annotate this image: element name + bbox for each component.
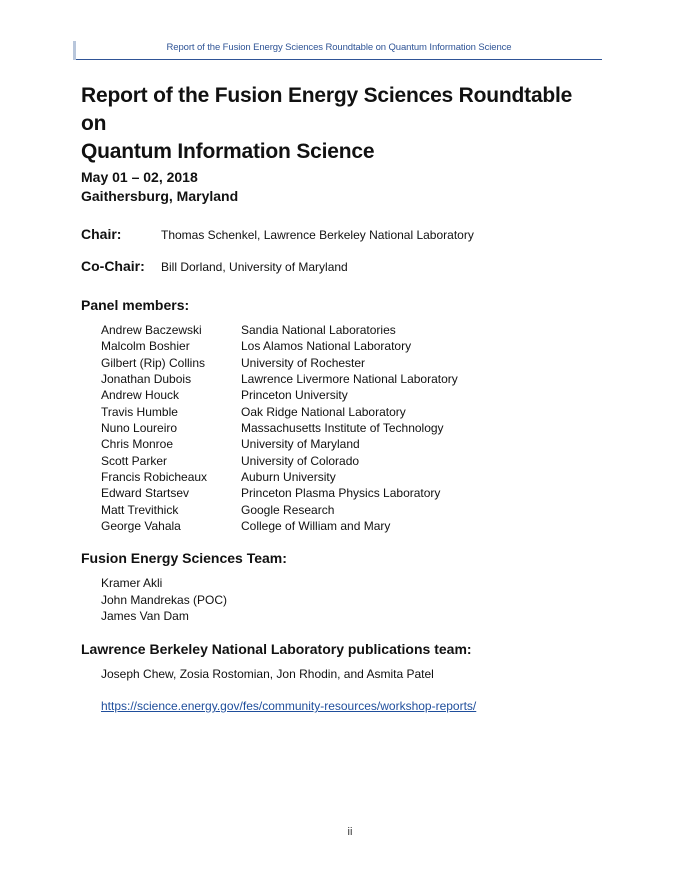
panel-member-row xyxy=(101,355,601,371)
panel-member-row xyxy=(101,322,601,338)
workshop-reports-link[interactable]: https://science.energy.gov/fes/community-resources/workshop-reports/ xyxy=(101,699,477,713)
lbnl-team-members: Joseph Chew, Zosia Rostomian, Jon Rhodin, and Asmita Patel xyxy=(101,667,434,681)
panel-member-row xyxy=(101,518,601,534)
panel-member-affiliation: Sandia National Laboratories xyxy=(241,323,396,337)
panel-member-row xyxy=(101,453,601,469)
panel-member-affiliation: University of Colorado xyxy=(241,453,360,468)
chair-label: Chair: xyxy=(81,226,122,242)
panel-member-name: Scott Parker xyxy=(101,453,168,468)
panel-member-name: Matt Trevithick xyxy=(101,502,179,517)
lbnl-team-heading: Lawrence Berkeley National Laboratory publications team: xyxy=(81,641,472,657)
panel-member-affiliation: University of Rochester xyxy=(241,355,366,370)
panel-member-name: Malcolm Boshier xyxy=(101,339,190,354)
panel-member-name: George Vahala xyxy=(101,519,181,534)
panel-member-affiliation: College of William and Mary xyxy=(241,519,391,534)
panel-member-row xyxy=(101,338,601,354)
panel-member-row xyxy=(101,371,601,387)
panel-members-list xyxy=(101,322,601,534)
fes-team-member: John Mandrekas (POC) xyxy=(101,592,228,607)
panel-member-name: Chris Monroe xyxy=(101,437,174,452)
panel-member-row xyxy=(101,420,601,436)
fes-team-member: Kramer Akli xyxy=(101,576,163,590)
panel-member-row xyxy=(101,469,601,485)
panel-member-affiliation: Los Alamos National Laboratory xyxy=(241,339,412,354)
cochair-label: Co-Chair: xyxy=(81,258,145,274)
event-date: May 01 – 02, 2018 xyxy=(81,169,198,185)
panel-member-affiliation: Massachusetts Institute of Technology xyxy=(241,421,444,436)
panel-member-row xyxy=(101,387,601,403)
panel-member-affiliation: Princeton University xyxy=(241,388,348,403)
panel-member-affiliation: Auburn University xyxy=(241,470,336,485)
panel-members-heading: Panel members: xyxy=(81,297,190,313)
page-number: ii xyxy=(347,826,353,838)
fes-team-member: James Van Dam xyxy=(101,609,189,623)
header-divider xyxy=(76,59,602,60)
panel-member-name: Francis Robicheaux xyxy=(101,470,208,485)
cochair-name: Bill Dorland, University of Maryland xyxy=(161,260,348,274)
panel-member-affiliation: Google Research xyxy=(241,502,335,517)
report-title xyxy=(81,82,601,166)
running-header: Report of the Fusion Energy Sciences Roundtable on Quantum Information Science xyxy=(166,42,512,53)
report-title-line-2: Quantum Information Science xyxy=(81,140,375,163)
report-title-line-1: Report of the Fusion Energy Sciences Roundtable on xyxy=(81,84,573,135)
panel-member-name: Andrew Baczewski xyxy=(101,323,202,337)
panel-member-row xyxy=(101,485,601,501)
chair-name: Thomas Schenkel, Lawrence Berkeley National Laboratory xyxy=(161,228,474,242)
panel-member-name: Travis Humble xyxy=(101,404,178,419)
panel-member-row xyxy=(101,502,601,518)
panel-member-affiliation: Princeton Plasma Physics Laboratory xyxy=(241,486,441,501)
panel-member-affiliation: University of Maryland xyxy=(241,437,360,452)
event-location: Gaithersburg, Maryland xyxy=(81,188,239,204)
panel-member-name: Gilbert (Rip) Collins xyxy=(101,355,206,370)
panel-member-row xyxy=(101,436,601,452)
panel-member-affiliation: Lawrence Livermore National Laboratory xyxy=(241,372,458,387)
panel-member-row xyxy=(101,404,601,420)
panel-member-name: Andrew Houck xyxy=(101,388,180,403)
fes-team-list xyxy=(101,575,227,625)
panel-member-name: Jonathan Dubois xyxy=(101,372,192,387)
panel-member-name: Nuno Loureiro xyxy=(101,421,178,436)
fes-team-heading: Fusion Energy Sciences Team: xyxy=(81,550,287,566)
panel-member-affiliation: Oak Ridge National Laboratory xyxy=(241,404,406,419)
panel-member-name: Edward Startsev xyxy=(101,486,190,501)
